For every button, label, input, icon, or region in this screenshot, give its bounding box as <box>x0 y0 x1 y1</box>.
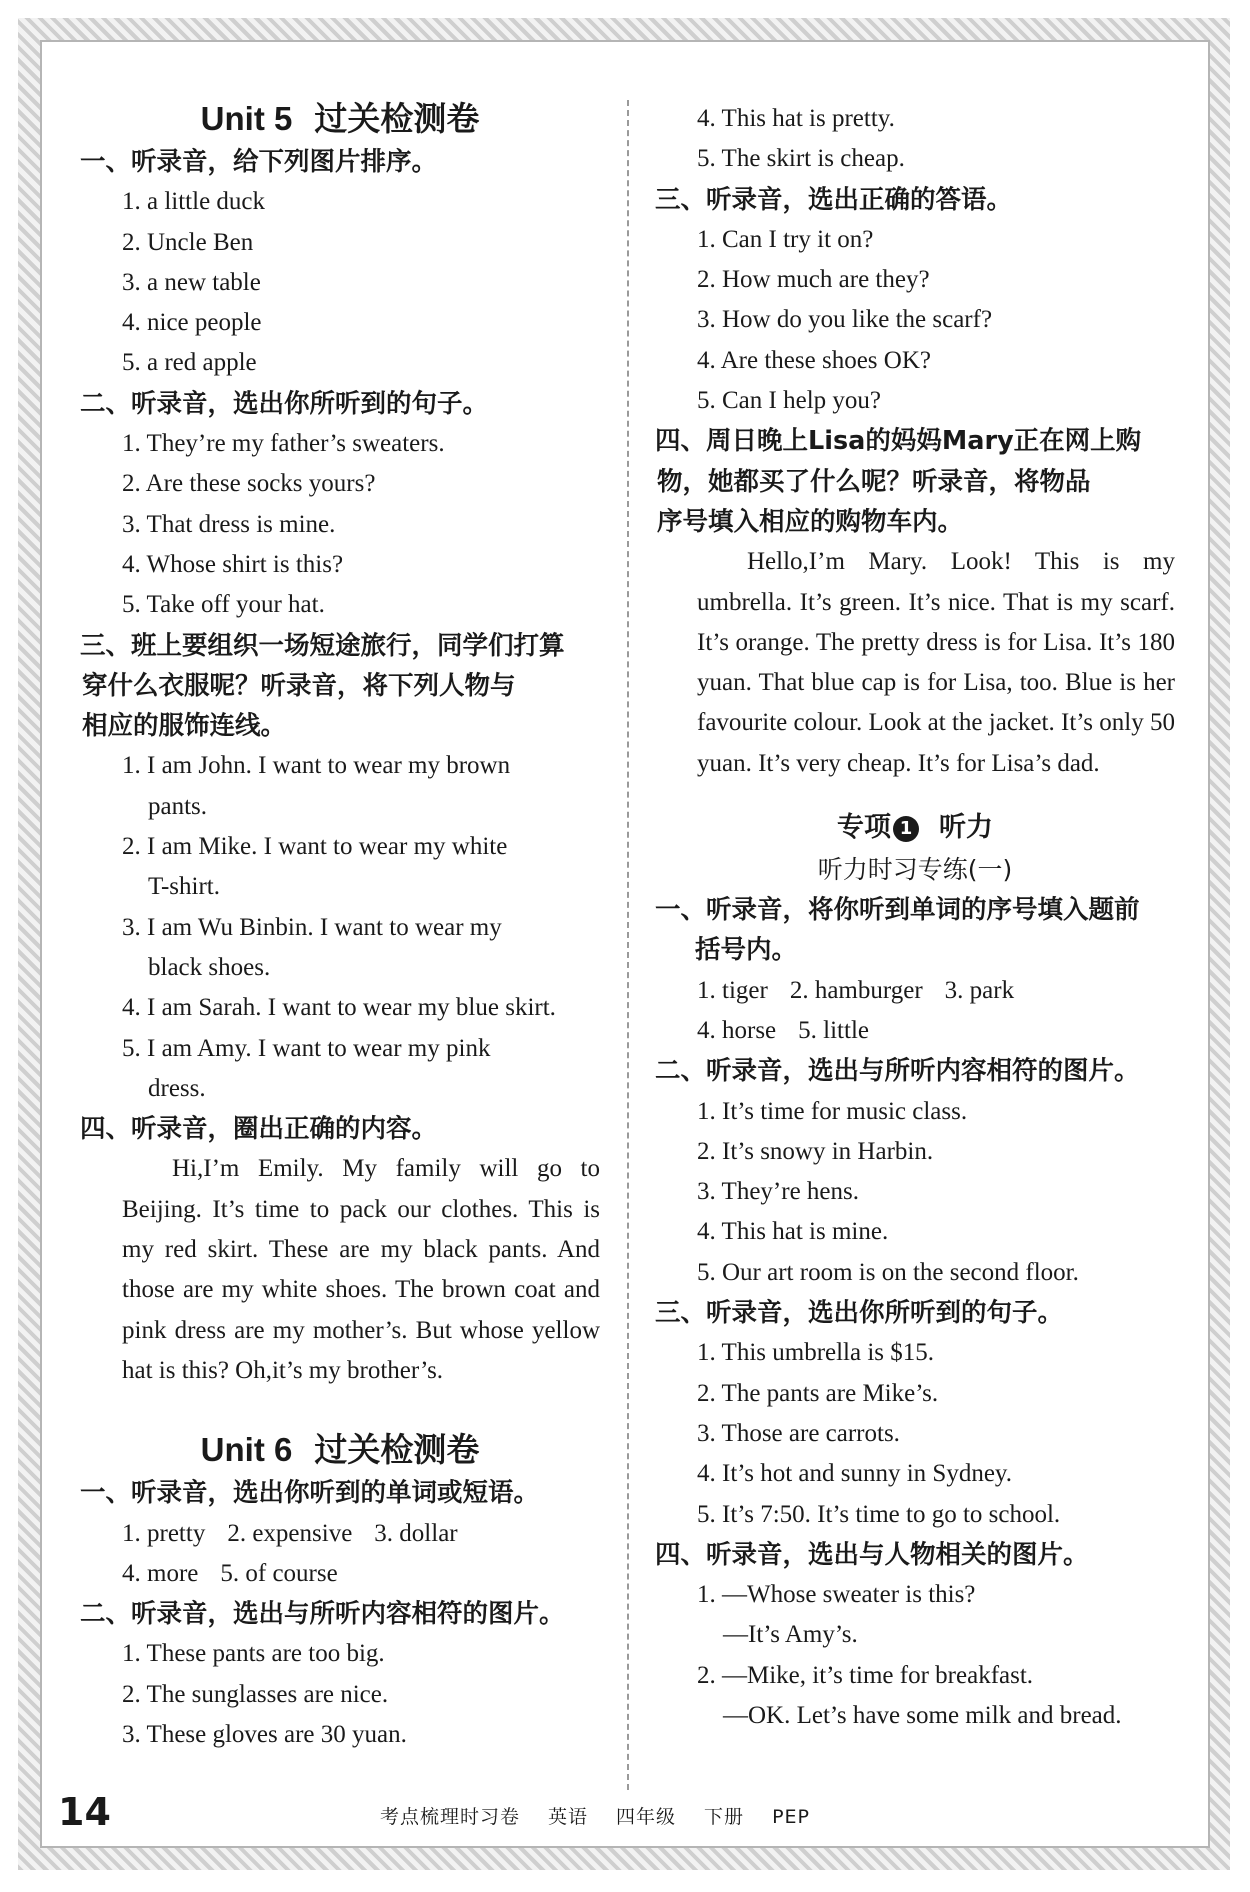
list-item: 3. They’re hens. <box>697 1178 859 1206</box>
unit5-title <box>80 96 600 142</box>
list-item-line: black shoes. <box>148 953 271 981</box>
word-option: 3. dollar <box>374 1519 458 1547</box>
left-column <box>80 96 600 1755</box>
list-item: 1. —Whose sweater is this? <box>697 1581 976 1609</box>
list-item: 5. It’s 7:50. It’s time to go to school. <box>697 1500 1061 1528</box>
book-edition: PEP <box>772 1806 810 1828</box>
number-badge: 1 <box>893 816 919 842</box>
word-row <box>80 1514 600 1554</box>
section-heading: 二、听录音，选出与所听内容相符的图片。 <box>655 1056 1140 1087</box>
unit6-title <box>80 1427 600 1473</box>
book-grade: 四年级 <box>616 1806 677 1828</box>
list-item: —OK. Let’s have some milk and bread. <box>723 1701 1122 1729</box>
list-item: 2. The sunglasses are nice. <box>122 1680 389 1708</box>
list-item: 5. a red apple <box>122 349 257 377</box>
list-item: 3. Those are carrots. <box>697 1419 900 1447</box>
list-item <box>80 1029 600 1110</box>
list-item: 3. a new table <box>122 268 261 296</box>
section-heading: 三、听录音，选出你所听到的句子。 <box>655 1298 1064 1329</box>
word-option: 4. horse <box>697 1016 777 1044</box>
section-heading: 三、班上要组织一场短途旅行，同学们打算 <box>80 630 565 661</box>
book-title: 考点梳理时习卷 <box>380 1806 521 1828</box>
list-item: 1. a little duck <box>122 188 266 216</box>
list-item: 2. Are these socks yours? <box>122 470 376 498</box>
unit6-title-en: Unit 6 <box>200 1431 293 1469</box>
special-subtitle: 听力时习专练(一) <box>817 855 1013 885</box>
word-row <box>655 1011 1175 1051</box>
column-divider <box>627 100 629 1790</box>
book-info <box>380 1802 838 1829</box>
list-item: 2. Uncle Ben <box>122 228 254 256</box>
section-heading: 括号内。 <box>695 935 798 966</box>
word-row <box>655 971 1175 1011</box>
list-item: 5. Take off your hat. <box>122 591 325 619</box>
list-item-line: pants. <box>148 792 208 820</box>
word-option: 5. little <box>798 1016 869 1044</box>
list-item <box>80 746 600 827</box>
list-item: —It’s Amy’s. <box>723 1621 858 1649</box>
list-item: 2. —Mike, it’s time for breakfast. <box>697 1661 1034 1689</box>
section-heading: 四、周日晚上Lisa的妈妈Mary正在网上购 <box>655 426 1142 457</box>
passage: Hi,I’m Emily. My family will go to Beijing. It’s time to pack our clothes. This is my red skirt. These are my black pants. And those are my white shoes. The brown coat and pink dress are my mother’s. But whose yellow hat is this? Oh,it’s my brother’s. <box>122 1155 600 1384</box>
list-item: 4. It’s hot and sunny in Sydney. <box>697 1460 1013 1488</box>
list-item: 1. It’s time for music class. <box>697 1097 968 1125</box>
list-item: 5. The skirt is cheap. <box>697 145 905 173</box>
list-item: 4. nice people <box>122 309 262 337</box>
book-subject: 英语 <box>548 1806 589 1828</box>
list-item-line: 1. I am John. I want to wear my brown <box>122 752 511 780</box>
word-option: 2. expensive <box>227 1519 353 1547</box>
section-heading: 一、听录音，给下列图片排序。 <box>80 147 438 177</box>
list-item-line: 3. I am Wu Binbin. I want to wear my <box>122 913 502 941</box>
list-item: 3. These gloves are 30 yuan. <box>122 1720 407 1748</box>
list-item: 3. How do you like the scarf? <box>697 306 993 334</box>
page-number: 14 <box>58 1790 111 1834</box>
section-heading: 物，她都买了什么呢？听录音，将物品 <box>657 466 1091 497</box>
passage: Hello,I’m Mary. Look! This is my umbrella. It’s green. It’s nice. That is my scarf. It’s orange. The pretty dress is for Lisa. It’s 180 yuan. That blue cap is for Lisa, too. Blue is her favourite colour. Look at the jacket. It’s only 50 yuan. It’s very cheap. It’s for Lisa’s dad. <box>697 548 1175 777</box>
list-item: 3. That dress is mine. <box>122 510 336 538</box>
list-item: 5. Our art room is on the second floor. <box>697 1258 1079 1286</box>
section-heading: 相应的服饰连线。 <box>82 711 287 742</box>
list-item <box>80 908 600 989</box>
section-heading: 四、听录音，选出与人物相关的图片。 <box>655 1539 1089 1570</box>
word-option: 5. of course <box>220 1559 338 1587</box>
right-column <box>655 96 1175 1736</box>
list-item: 4. This hat is pretty. <box>697 105 895 132</box>
unit6-title-cn: 过关检测卷 <box>314 1431 480 1469</box>
list-item <box>80 988 600 1028</box>
list-item: 5. Can I help you? <box>697 387 881 415</box>
list-item: 4. Whose shirt is this? <box>122 550 344 578</box>
list-item: 1. These pants are too big. <box>122 1640 385 1668</box>
list-item: 1. This umbrella is $15. <box>697 1339 935 1367</box>
section-heading: 四、听录音，圈出正确的内容。 <box>80 1114 438 1145</box>
section-heading: 一、听录音，将你听到单词的序号填入题前 <box>655 895 1140 926</box>
list-item: 2. How much are they? <box>697 266 930 294</box>
unit5-title-cn: 过关检测卷 <box>314 100 480 137</box>
list-item: 4. This hat is mine. <box>697 1218 889 1246</box>
list-item-line: T-shirt. <box>148 873 220 901</box>
page-footer <box>50 1790 1200 1840</box>
list-item-line: 4. I am Sarah. I want to wear my blue skirt. <box>122 994 556 1022</box>
list-item: 1. They’re my father’s sweaters. <box>122 430 445 458</box>
list-item: 2. The pants are Mike’s. <box>697 1379 939 1407</box>
word-option: 4. more <box>122 1559 199 1587</box>
section-heading: 序号填入相应的购物车内。 <box>657 506 964 537</box>
section-heading: 二、听录音，选出与所听内容相符的图片。 <box>80 1599 565 1630</box>
unit5-title-en: Unit 5 <box>200 100 293 137</box>
list-item <box>80 827 600 908</box>
word-row <box>80 1554 600 1594</box>
word-option: 2. hamburger <box>789 976 923 1004</box>
word-option: 3. park <box>944 976 1015 1004</box>
section-heading: 一、听录音，选出你听到的单词或短语。 <box>80 1478 540 1509</box>
list-item-line: dress. <box>148 1074 206 1102</box>
list-item-line: 5. I am Amy. I want to wear my pink <box>122 1034 491 1062</box>
book-volume: 下册 <box>704 1806 745 1828</box>
list-item: 1. Can I try it on? <box>697 225 874 253</box>
section-heading: 穿什么衣服呢？听录音，将下列人物与 <box>82 670 516 701</box>
special-section-title <box>655 806 1175 850</box>
list-item: 2. It’s snowy in Harbin. <box>697 1137 934 1165</box>
word-option: 1. tiger <box>697 976 768 1004</box>
list-item: 4. Are these shoes OK? <box>697 346 931 374</box>
special-label: 专项 <box>837 812 891 844</box>
word-option: 1. pretty <box>122 1519 206 1547</box>
special-label-topic: 听力 <box>939 812 993 844</box>
list-item-line: 2. I am Mike. I want to wear my white <box>122 833 508 861</box>
section-heading: 三、听录音，选出正确的答语。 <box>655 184 1013 215</box>
section-heading: 二、听录音，选出你所听到的句子。 <box>80 388 489 419</box>
